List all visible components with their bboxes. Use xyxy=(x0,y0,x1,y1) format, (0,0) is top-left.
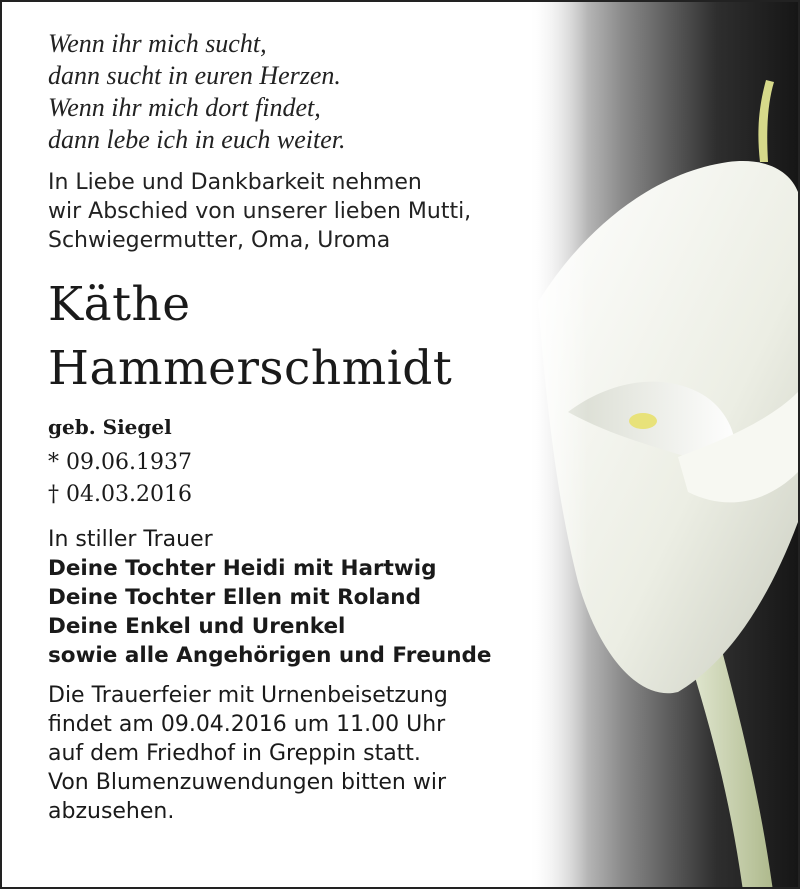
poem-line: dann sucht in euren Herzen. xyxy=(48,61,341,90)
deceased-name xyxy=(48,273,568,401)
service-line: auf dem Friedhof in Greppin statt. xyxy=(48,741,421,766)
poem-line: Wenn ihr mich sucht, xyxy=(48,29,267,58)
death-date: † 04.03.2016 xyxy=(48,482,192,507)
mourner-line: sowie alle Angehörigen und Freunde xyxy=(48,643,492,668)
poem-line: dann lebe ich in euch weiter. xyxy=(48,125,346,154)
service-line: Die Trauerfeier mit Urnenbeisetzung xyxy=(48,683,448,708)
service-info xyxy=(48,681,568,826)
first-name: Käthe xyxy=(48,277,191,332)
poem xyxy=(48,28,568,156)
mourners-lead: In stiller Trauer xyxy=(48,527,213,552)
mourner-line: Deine Tochter Ellen mit Roland xyxy=(48,585,421,610)
obituary-text xyxy=(48,28,568,826)
service-line: abzusehen. xyxy=(48,799,175,824)
service-line: Von Blumenzuwendungen bitten wir xyxy=(48,770,446,795)
intro-line: Schwiegermutter, Oma, Uroma xyxy=(48,228,391,253)
mourner-line: Deine Tochter Heidi mit Hartwig xyxy=(48,556,437,581)
life-dates xyxy=(48,447,568,511)
calla-lily-icon xyxy=(528,2,798,889)
intro-text xyxy=(48,168,568,255)
maiden-name: geb. Siegel xyxy=(48,415,172,439)
intro-line: wir Abschied von unserer lieben Mutti, xyxy=(48,199,472,224)
mourners xyxy=(48,525,568,670)
birth-date: * 09.06.1937 xyxy=(48,450,192,475)
mourner-line: Deine Enkel und Urenkel xyxy=(48,614,346,639)
calla-lily-image xyxy=(528,2,798,889)
last-name: Hammerschmidt xyxy=(48,341,453,396)
intro-line: In Liebe und Dankbarkeit nehmen xyxy=(48,170,422,195)
service-line: findet am 09.04.2016 um 11.00 Uhr xyxy=(48,712,446,737)
poem-line: Wenn ihr mich dort findet, xyxy=(48,93,321,122)
